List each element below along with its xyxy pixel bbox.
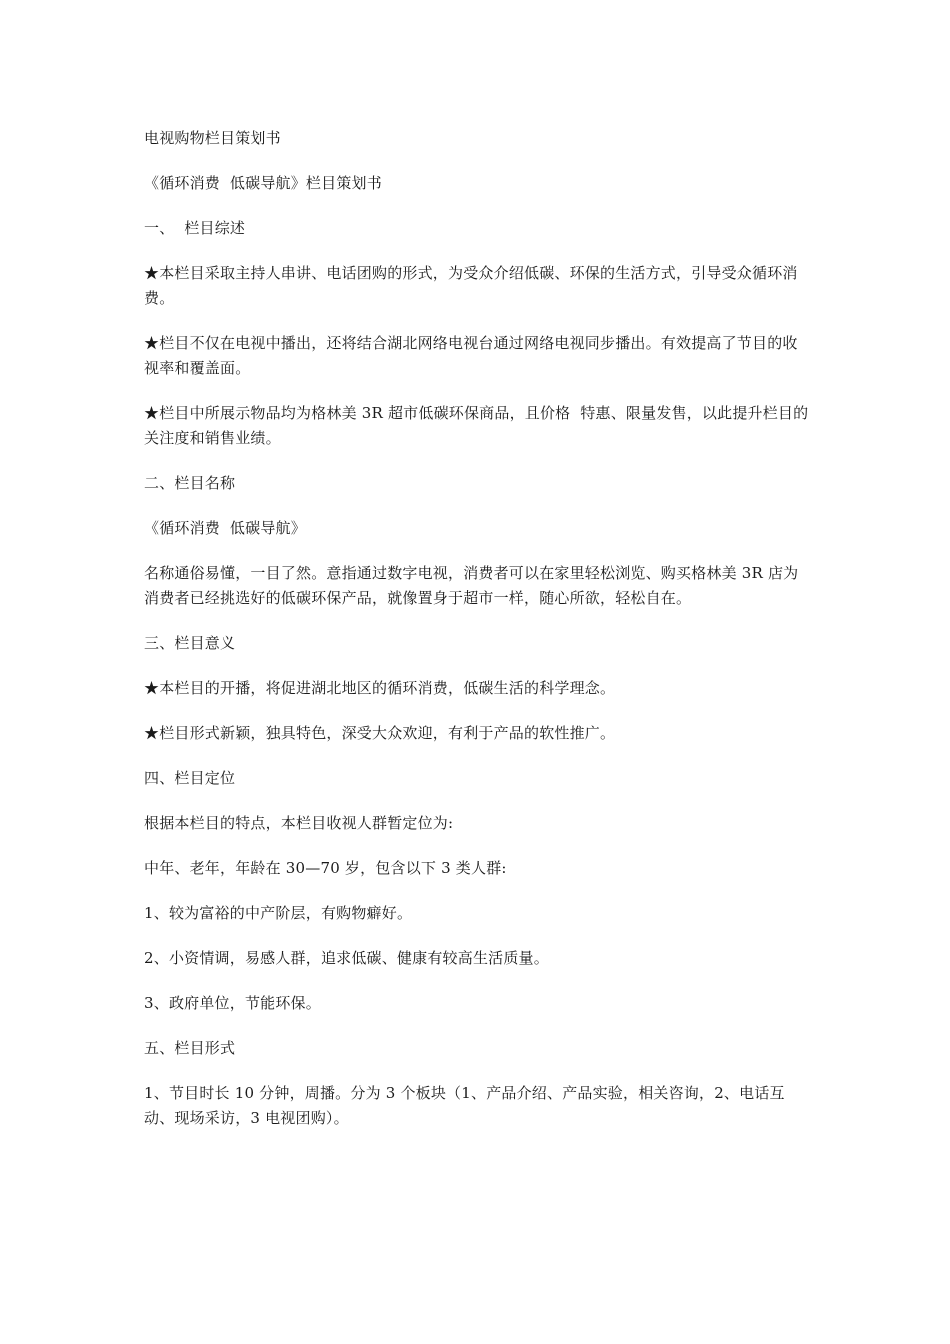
audience-list-item: 1、较为富裕的中产阶层，有购物癖好。 — [144, 904, 413, 922]
section-heading-significance: 三、栏目意义 — [144, 634, 236, 652]
significance-paragraph: ★本栏目的开播，将促进湖北地区的循环消费，低碳生活的科学理念。 — [144, 679, 616, 697]
overview-paragraph: ★栏目中所展示物品均为格林美 3R 超市低碳环保商品，且价格 特惠、限量发售，以此提升栏目的关注度和销售业绩。 — [144, 404, 809, 447]
section-heading-name: 二、栏目名称 — [144, 474, 236, 492]
positioning-paragraph: 中年、老年，年龄在 30—70 岁，包含以下 3 类人群: — [144, 859, 507, 877]
positioning-paragraph: 根据本栏目的特点，本栏目收视人群暂定位为: — [144, 814, 454, 832]
audience-list-item: 2、小资情调，易感人群，追求低碳、健康有较高生活质量。 — [144, 949, 549, 967]
plan-title: 《循环消费 低碳导航》栏目策划书 — [144, 174, 382, 192]
document-title: 电视购物栏目策划书 — [144, 129, 281, 147]
name-paragraph: 名称通俗易懂，一目了然。意指通过数字电视，消费者可以在家里轻松浏览、购买格林美 3R 店为消费者已经挑选好的低碳环保产品，就像置身于超市一样，随心所欲，轻松自在。 — [144, 564, 799, 607]
significance-paragraph: ★栏目形式新颖，独具特色，深受大众欢迎，有利于产品的软性推广。 — [144, 724, 616, 742]
format-paragraph: 1、节目时长 10 分钟，周播。分为 3 个板块（1、产品介绍、产品实验，相关咨询，2、电话互动、现场采访，3 电视团购）。 — [144, 1084, 785, 1127]
overview-paragraph: ★本栏目采取主持人串讲、电话团购的形式，为受众介绍低碳、环保的生活方式，引导受众循环消费。 — [144, 264, 798, 307]
program-name: 《循环消费 低碳导航》 — [144, 519, 306, 537]
audience-list-item: 3、政府单位，节能环保。 — [144, 994, 321, 1012]
overview-paragraph: ★栏目不仅在电视中播出，还将结合湖北网络电视台通过网络电视同步播出。有效提高了节目的收视率和覆盖面。 — [144, 334, 798, 377]
section-heading-overview: 一、 栏目综述 — [144, 219, 246, 237]
section-heading-positioning: 四、栏目定位 — [144, 769, 236, 787]
section-heading-format: 五、栏目形式 — [144, 1039, 236, 1057]
document-page — [144, 126, 810, 1151]
